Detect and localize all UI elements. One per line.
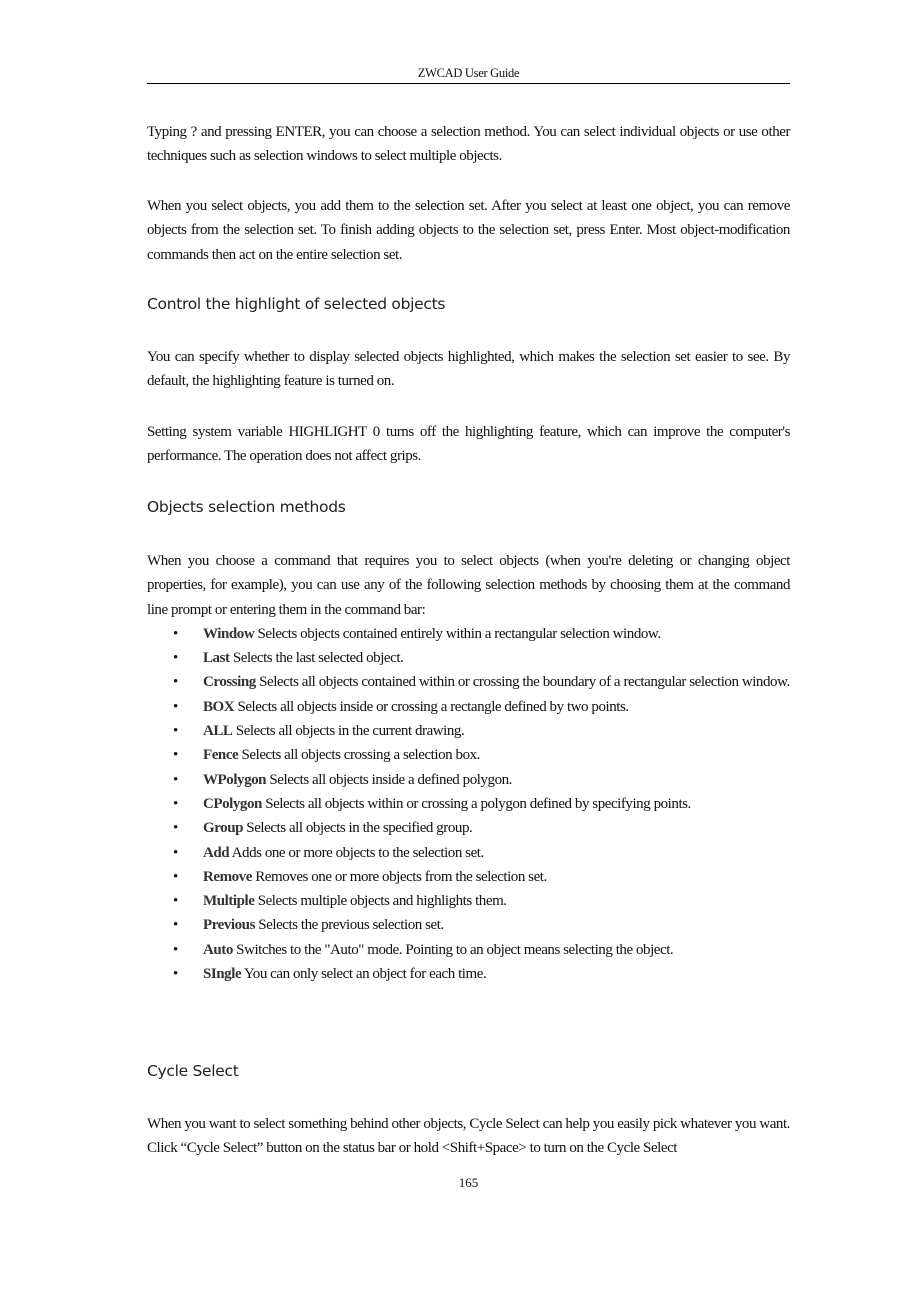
bullet-icon: •: [173, 747, 178, 764]
method-term: Fence: [203, 747, 239, 764]
bullet-icon: •: [173, 698, 178, 715]
selection-methods-block: [147, 549, 790, 986]
list-item: [147, 719, 790, 743]
bullet-icon: •: [173, 844, 178, 861]
method-term: Previous: [203, 917, 255, 934]
section-heading-cycle-select: Cycle Select: [147, 1062, 239, 1080]
bullet-icon: •: [173, 674, 178, 691]
method-term: ALL: [203, 723, 233, 740]
method-description: Selects multiple objects and highlights them.: [254, 893, 507, 910]
list-item: [147, 768, 790, 792]
method-term: Last: [203, 650, 230, 667]
header-rule: [147, 83, 790, 84]
method-description: Selects all objects crossing a selection box.: [238, 747, 480, 764]
list-item: [147, 670, 790, 694]
bullet-icon: •: [173, 941, 178, 958]
paragraph-text: When you select objects, you add them to the selection set. After you select at least one object, you can remove objects from the selection set. To finish adding objects to the selection set, press Enter. Most object-modification commands then act on the entire selection set.: [147, 198, 790, 263]
intro-paragraph-2: [147, 194, 790, 267]
method-description: Selects objects contained entirely within a rectangular selection window.: [254, 625, 661, 642]
method-description: Selects all objects contained within or crossing the boundary of a rectangular selection window.: [255, 674, 790, 691]
paragraph-text: When you want to select something behind other objects, Cycle Select can help you easily pick whatever you want. Click “Cycle Select” button on the status bar or hold <Shift+Space> to turn on the Cycle Select: [147, 1116, 790, 1157]
method-term: WPolygon: [203, 771, 267, 788]
highlight-paragraph-2: [147, 420, 790, 469]
method-term: SIngle: [203, 966, 242, 983]
method-description: Selects the last selected object.: [229, 650, 404, 667]
method-term: Window: [203, 625, 255, 642]
method-description: Adds one or more objects to the selection set.: [229, 844, 484, 861]
method-description: Selects all objects within or crossing a polygon defined by specifying points.: [261, 795, 691, 812]
list-item: [147, 743, 790, 767]
list-item: [147, 816, 790, 840]
list-item: [147, 889, 790, 913]
bullet-icon: •: [173, 917, 178, 934]
method-term: Add: [203, 844, 230, 861]
bullet-icon: •: [173, 723, 178, 740]
method-term: Auto: [203, 941, 233, 958]
paragraph-text: Typing ? and pressing ENTER, you can choose a selection method. You can select individual objects or use other techniques such as selection windows to select multiple objects.: [147, 124, 790, 165]
bullet-icon: •: [173, 820, 178, 837]
method-description: Selects all objects in the specified group.: [243, 820, 473, 837]
method-description: Switches to the "Auto" mode. Pointing to an object means selecting the object.: [232, 941, 674, 958]
list-item: [147, 622, 790, 646]
list-item: [147, 913, 790, 937]
section-heading-highlight: Control the highlight of selected objects: [147, 295, 446, 313]
list-item: [147, 841, 790, 865]
paragraph-text: You can specify whether to display selected objects highlighted, which makes the selection set easier to see. By default, the highlighting feature is turned on.: [147, 349, 790, 390]
bullet-icon: •: [173, 868, 178, 885]
list-item: [147, 646, 790, 670]
method-description: You can only select an object for each time.: [241, 966, 487, 983]
paragraph-text: Setting system variable HIGHLIGHT 0 turns off the highlighting feature, which can improve the computer's performance. The operation does not affect grips.: [147, 424, 790, 465]
list-item: [147, 865, 790, 889]
method-description: Removes one or more objects from the selection set.: [251, 868, 547, 885]
method-description: Selects all objects inside a defined polygon.: [266, 771, 512, 788]
list-item: [147, 695, 790, 719]
method-description: Selects the previous selection set.: [254, 917, 444, 934]
bullet-icon: •: [173, 650, 178, 667]
method-description: Selects all objects inside or crossing a rectangle defined by two points.: [234, 698, 629, 715]
selection-methods-list: [147, 622, 790, 986]
bullet-icon: •: [173, 771, 178, 788]
bullet-icon: •: [173, 893, 178, 910]
method-term: Group: [203, 820, 243, 837]
bullet-icon: •: [173, 625, 178, 642]
method-term: Crossing: [203, 674, 256, 691]
highlight-paragraph-1: [147, 345, 790, 394]
section-heading-selection-methods: Objects selection methods: [147, 498, 346, 516]
method-term: Multiple: [203, 893, 255, 910]
method-term: BOX: [203, 698, 235, 715]
cycle-select-paragraph: [147, 1112, 790, 1161]
method-term: Remove: [203, 868, 252, 885]
intro-paragraph-1: [147, 120, 790, 169]
list-item: [147, 938, 790, 962]
list-item: [147, 962, 790, 986]
page-number: 165: [458, 1175, 479, 1190]
running-header: ZWCAD User Guide: [417, 66, 520, 80]
bullet-icon: •: [173, 966, 178, 983]
list-item: [147, 792, 790, 816]
paragraph-text: When you choose a command that requires you to select objects (when you're deleting or changing object properties, for example), you can use any of the following selection methods by choosing them at the command line prompt or entering them in the command bar:: [147, 553, 790, 618]
method-description: Selects all objects in the current drawing.: [232, 723, 465, 740]
method-term: CPolygon: [203, 795, 262, 812]
bullet-icon: •: [173, 795, 178, 812]
